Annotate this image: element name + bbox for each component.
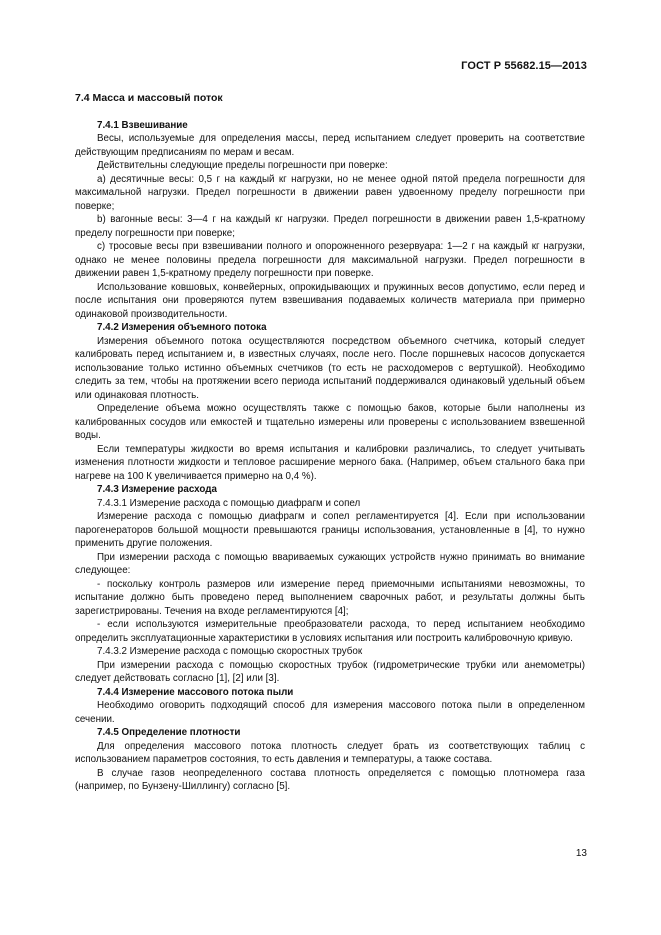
paragraph: Измерение расхода с помощью диафрагм и сопел регламентируется [4]. Если при использовании парогенераторов большой мощности превышаются границы использования, установленные в [4], то нужно применить другие положения. [75, 511, 585, 549]
paragraph: Для определения массового потока плотность следует брать из соответствующих таблиц с использованием параметров состояния, то есть давления и температуры, а также состава. [75, 740, 585, 765]
paragraph: Использование ковшовых, конвейерных, опрокидывающих и пружинных весов допустимо, если перед и после испытания они проверяются путем взвешивания подаваемых количеств материала при примерно одинаковой производительности. [75, 281, 585, 320]
subsection-heading-7-4-1: 7.4.1 Взвешивание [97, 119, 188, 131]
paragraph: Если температуры жидкости во время испытания и калибровки различались, то следует учитывать изменения плотности жидкости и тепловое расширение мерного бака. (Например, объем стального бака при нагреве на 100 К увеличивается примерно на 0,4 %). [75, 443, 585, 482]
paragraph: Необходимо оговорить подходящий способ для измерения массового потока пыли в определенном сечении. [75, 700, 585, 725]
subsection-heading-7-4-3: 7.4.3 Измерение расхода [97, 484, 217, 495]
subsection-heading-7-4-4: 7.4.4 Измерение массового потока пыли [97, 686, 294, 698]
list-item: - поскольку контроль размеров или измерение перед приемочными испытаниями невозможны, то испытание должно быть проведено перед выполнением сварочных работ, и результаты должны быть зарегистрированы. Течения на входе регламентируются [4]; [75, 578, 585, 617]
list-item: a) десятичные весы: 0,5 г на каждый кг нагрузки, но не менее одной пятой предела погрешности для максимальной нагрузки. Предел погрешности в движении равен удвоенному пределу погрешности при поверке; [75, 173, 585, 212]
subsection-heading-7-4-5: 7.4.5 Определение плотности [97, 727, 241, 738]
paragraph: При измерении расхода с помощью ввариваемых сужающих устройств нужно принимать во внимание следующее: [75, 551, 585, 576]
paragraph: Весы, используемые для определения массы, перед испытанием следует проверить на соответствие действующим предписаниям по мерам и весам. [75, 133, 585, 158]
paragraph: Определение объема можно осуществлять также с помощью баков, которые были наполнены из калиброванных сосудов или емкостей и тщательно измерены или проверены с использованием взвешенной воды. [75, 403, 585, 441]
document-body [75, 92, 585, 794]
subsubsection-heading-7-4-3-2: 7.4.3.2 Измерение расхода с помощью скоростных трубок [97, 646, 363, 657]
page-number: 13 [575, 848, 587, 859]
document-header-standard: ГОСТ Р 55682.15—2013 [461, 60, 587, 72]
paragraph: При измерении расхода с помощью скоростных трубок (гидрометрические трубки или анемометры) следует действовать согласно [1], [2] или [3]. [75, 659, 585, 684]
paragraph: В случае газов неопределенного состава плотность определяется с помощью плотномера газа (например, по Бунзену-Шиллингу) согласно [5]. [75, 767, 585, 792]
list-item: b) вагонные весы: 3—4 г на каждый кг нагрузки. Предел погрешности в движении равен 1,5-кратному пределу погрешности при поверке; [75, 214, 585, 239]
section-title: 7.4 Масса и массовый поток [75, 92, 223, 104]
paragraph: Измерения объемного потока осуществляются посредством объемного счетчика, который следует калибровать перед испытанием и, в известных случаях, после него. После поршневых насосов допускается использование только истинно объемных счетчиков (то есть не расходомеров с вертушкой). Необходимо следить за тем, чтобы на протяжении всего периода испытаний поддерживался одинаковый удельный объем или одинаковая плотность. [75, 335, 585, 401]
list-item: c) тросовые весы при взвешивании полного и опорожненного резервуара: 1—2 г на каждый кг нагрузки, однако не менее половины предела погрешности для максимальной нагрузки. Предел погрешности в движении равен 1,5-кратному пределу погрешности при поверке. [75, 241, 585, 279]
list-item: - если используются измерительные преобразователи расхода, то перед испытанием необходимо определить эксплуатационные характеристики в условиях испытания или построить калибровочную кривую. [75, 619, 585, 644]
paragraph: Действительны следующие пределы погрешности при поверке: [97, 160, 388, 171]
subsection-heading-7-4-2: 7.4.2 Измерения объемного потока [97, 322, 267, 333]
subsubsection-heading-7-4-3-1: 7.4.3.1 Измерение расхода с помощью диафрагм и сопел [97, 497, 361, 509]
